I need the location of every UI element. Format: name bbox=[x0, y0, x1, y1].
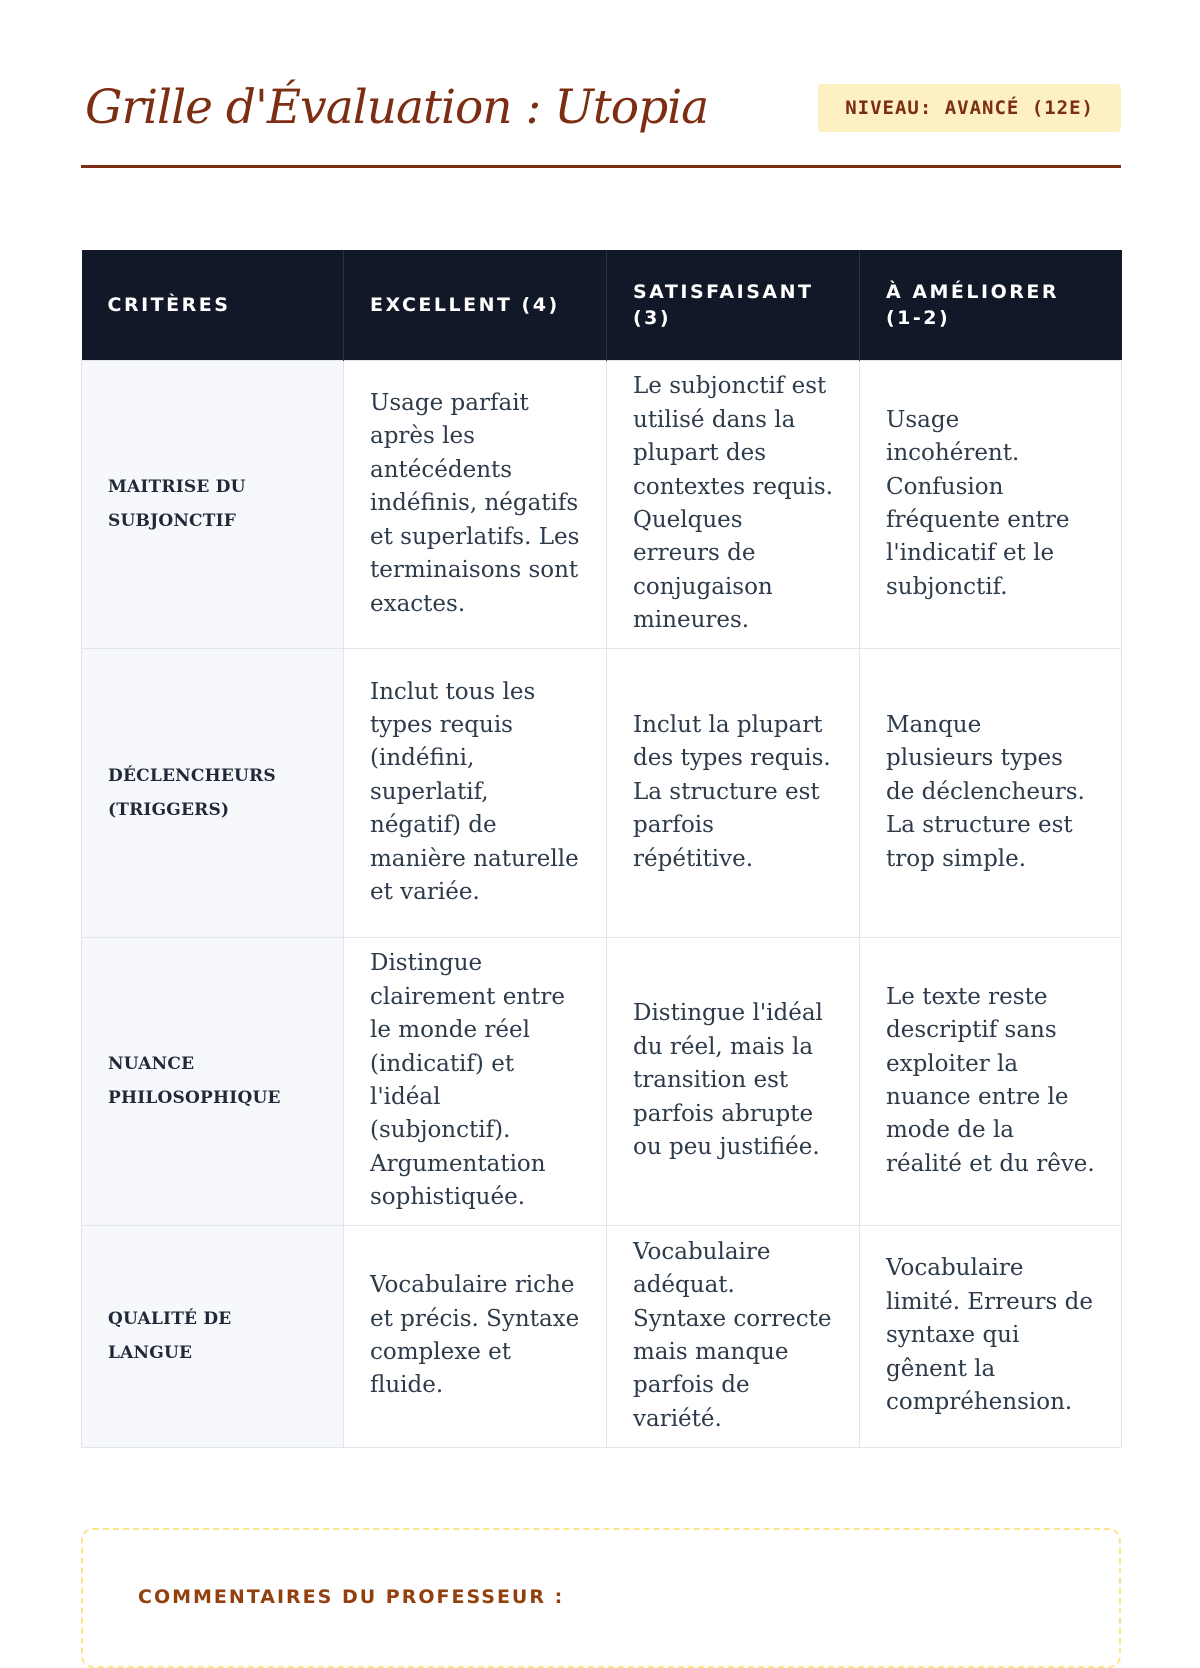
criterion-cell: NUANCE PHILOSOPHIQUE bbox=[82, 937, 344, 1225]
page-header bbox=[81, 66, 1121, 168]
excellent-cell: Usage parfait après les antécédents indéfinis, négatifs et superlatifs. Les terminaisons sont exactes. bbox=[344, 360, 607, 648]
teacher-comments-box bbox=[81, 1528, 1121, 1668]
column-header-criteres: CRITÈRES bbox=[82, 250, 344, 360]
column-header-excellent: EXCELLENT (4) bbox=[344, 250, 607, 360]
table-row bbox=[82, 360, 1122, 648]
excellent-cell: Vocabulaire riche et précis. Syntaxe complexe et fluide. bbox=[344, 1225, 607, 1447]
satisfaisant-cell: Inclut la plupart des types requis. La structure est parfois répétitive. bbox=[607, 648, 860, 937]
teacher-comments-label: COMMENTAIRES DU PROFESSEUR : bbox=[138, 1586, 565, 1608]
excellent-cell: Inclut tous les types requis (indéfini, superlatif, négatif) de manière naturelle et variée. bbox=[344, 648, 607, 937]
table-row bbox=[82, 937, 1122, 1225]
satisfaisant-cell: Vocabulaire adéquat. Syntaxe correcte mais manque parfois de variété. bbox=[607, 1225, 860, 1447]
ameliorer-cell: Le texte reste descriptif sans exploiter la nuance entre le mode de la réalité et du rêve. bbox=[860, 937, 1122, 1225]
table-row bbox=[82, 648, 1122, 937]
criterion-cell: DÉCLENCHEURS (TRIGGERS) bbox=[82, 648, 344, 937]
criterion-cell: QUALITÉ DE LANGUE bbox=[82, 1225, 344, 1447]
ameliorer-cell: Vocabulaire limité. Erreurs de syntaxe qui gênent la compréhension. bbox=[860, 1225, 1122, 1447]
column-header-ameliorer: À AMÉLIORER (1-2) bbox=[860, 250, 1122, 360]
rubric-table bbox=[81, 250, 1122, 1448]
satisfaisant-cell: Le subjonctif est utilisé dans la plupart des contextes requis. Quelques erreurs de conjugaison mineures. bbox=[607, 360, 860, 648]
column-header-satisfaisant: SATISFAISANT (3) bbox=[607, 250, 860, 360]
page-title: Grille d'Évaluation : Utopia bbox=[85, 80, 709, 135]
table-header-row bbox=[82, 250, 1122, 360]
level-badge: NIVEAU: AVANCÉ (12E) bbox=[818, 84, 1121, 132]
satisfaisant-cell: Distingue l'idéal du réel, mais la transition est parfois abrupte ou peu justifiée. bbox=[607, 937, 860, 1225]
table-row bbox=[82, 1225, 1122, 1447]
ameliorer-cell: Manque plusieurs types de déclencheurs. La structure est trop simple. bbox=[860, 648, 1122, 937]
ameliorer-cell: Usage incohérent. Confusion fréquente entre l'indicatif et le subjonctif. bbox=[860, 360, 1122, 648]
criterion-cell: MAITRISE DU SUBJONCTIF bbox=[82, 360, 344, 648]
excellent-cell: Distingue clairement entre le monde réel (indicatif) et l'idéal (subjonctif). Argumentation sophistiquée. bbox=[344, 937, 607, 1225]
